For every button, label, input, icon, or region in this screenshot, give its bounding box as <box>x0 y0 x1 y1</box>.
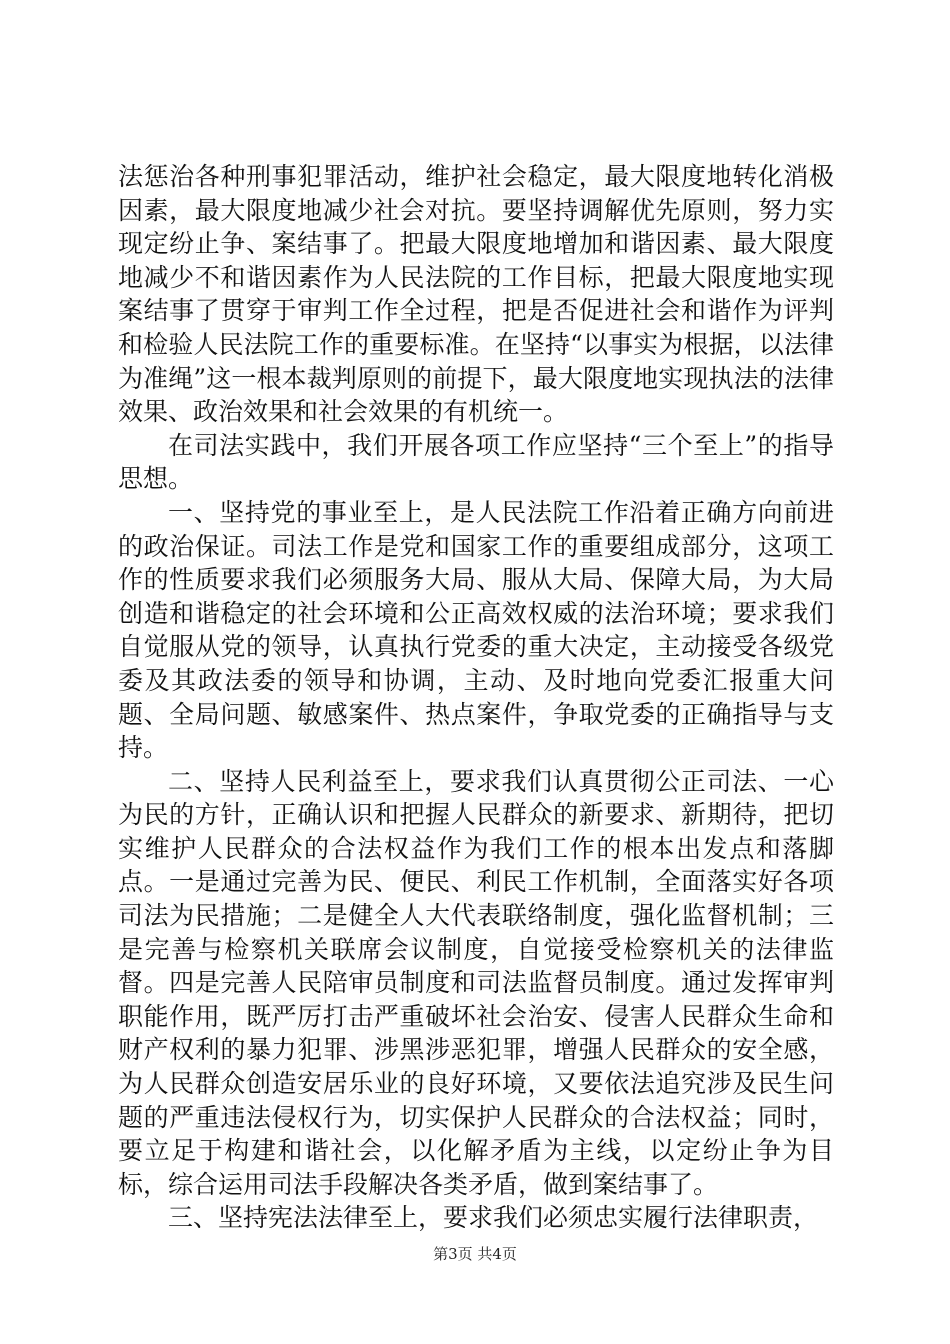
paragraph-guiding-thought: 在司法实践中，我们开展各项工作应坚持“三个至上”的指导思想。 <box>118 430 834 494</box>
paragraph-constitution-law: 三、坚持宪法法律至上，要求我们必须忠实履行法律职责， <box>168 1203 819 1233</box>
paragraph-party-cause: 一、坚持党的事业至上，是人民法院工作沿着正确方向前进的政治保证。司法工作是党和国家工作的重要组成部分，这项工作的性质要求我们必须服务大局、服从大局、保障大局，为大局创造和谐稳定的社会环境和公正高效权威的法治环境；要求我们自觉服从党的领导，认真执行党委的重大决定，主动接受各级党委及其政法委的领导和协调，主动、及时地向党委汇报重大问题、全局问题、敏感案件、热点案件，争取党委的正确指导与支持。 <box>118 497 834 763</box>
page-number-footer: 第3页 共4页 <box>433 1245 517 1263</box>
document-body <box>118 160 834 1235</box>
paragraph-people-interest: 二、坚持人民利益至上，要求我们认真贯彻公正司法、一心为民的方针，正确认识和把握人民群众的新要求、新期待，把切实维护人民群众的合法权益作为我们工作的根本出发点和落脚点。一是通过完善为民、便民、利民工作机制，全面落实好各项司法为民措施；二是健全人大代表联络制度，强化监督机制；三是完善与检察机关联席会议制度，自觉接受检察机关的法律监督。四是完善人民陪审员制度和司法监督员制度。通过发挥审判职能作用，既严厉打击严重破坏社会治安、侵害人民群众生命和财产权利的暴力犯罪、涉黑涉恶犯罪，增强人民群众的安全感，为人民群众创造安居乐业的良好环境，又要依法追究涉及民生问题的严重违法侵权行为，切实保护人民群众的合法权益；同时，要立足于构建和谐社会，以化解矛盾为主线，以定纷止争为目标，综合运用司法手段解决各类矛盾，做到案结事了。 <box>118 766 834 1199</box>
paragraph-continuation: 法惩治各种刑事犯罪活动，维护社会稳定，最大限度地转化消极因素，最大限度地减少社会对抗。要坚持调解优先原则，努力实现定纷止争、案结事了。把最大限度地增加和谐因素、最大限度地减少不和谐因素作为人民法院的工作目标，把最大限度地实现案结事了贯穿于审判工作全过程，把是否促进社会和谐作为评判和检验人民法院工作的重要标准。在坚持“以事实为根据，以法律为准绳”这一根本裁判原则的前提下，最大限度地实现执法的法律效果、政治效果和社会效果的有机统一。 <box>118 162 834 427</box>
